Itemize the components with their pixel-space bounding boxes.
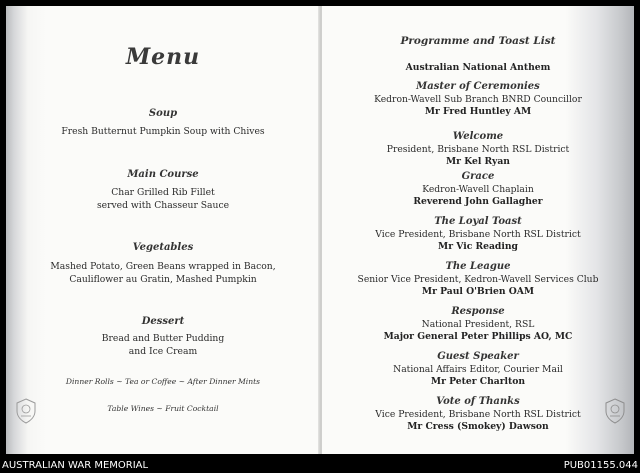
toast-role: National President, RSL bbox=[421, 319, 535, 330]
toast-role: Vice President, Brisbane North RSL District bbox=[375, 409, 581, 420]
toast-person: Mr Kel Ryan bbox=[446, 156, 510, 167]
footer-id: PUB01155.044 bbox=[563, 460, 638, 471]
toast-heading: Response bbox=[451, 306, 505, 317]
toast-heading: Welcome bbox=[452, 131, 504, 142]
toast-heading: Guest Speaker bbox=[437, 351, 519, 362]
dessert-item-1: Bread and Butter Pudding bbox=[101, 333, 225, 344]
toast-role: Vice President, Brisbane North RSL District bbox=[375, 229, 581, 240]
main-course-heading: Main Course bbox=[127, 169, 199, 180]
toast-heading: Vote of Thanks bbox=[436, 396, 520, 407]
menu-card bbox=[6, 6, 634, 454]
toast-heading: Master of Ceremonies bbox=[416, 81, 540, 92]
toast-person: Mr Cress (Smokey) Dawson bbox=[407, 421, 549, 432]
soup-item: Fresh Butternut Pumpkin Soup with Chives bbox=[61, 126, 265, 137]
dessert-item-2: and Ice Cream bbox=[128, 346, 198, 357]
programme-title: Programme and Toast List bbox=[400, 35, 556, 47]
rsl-emblem-icon bbox=[604, 398, 626, 424]
toast-person: Mr Paul O'Brien OAM bbox=[421, 286, 535, 297]
vegetables-item-1: Mashed Potato, Green Beans wrapped in Bacon, bbox=[50, 261, 276, 272]
main-course-item-1: Char Grilled Rib Fillet bbox=[111, 187, 215, 198]
toast-role: Senior Vice President, Kedron-Wavell Services Club bbox=[357, 274, 599, 285]
toast-heading: The Loyal Toast bbox=[434, 216, 522, 227]
vegetables-item-2: Cauliflower au Gratin, Mashed Pumpkin bbox=[69, 274, 257, 285]
toast-person: Mr Peter Charlton bbox=[430, 376, 526, 387]
extras-line-2: Table Wines ~ Fruit Cocktail bbox=[107, 404, 219, 413]
menu-title: Menu bbox=[125, 44, 201, 70]
programme-page bbox=[322, 6, 634, 454]
toast-role: Kedron-Wavell Chaplain bbox=[422, 184, 534, 195]
toast-role: National Affairs Editor, Courier Mail bbox=[393, 364, 563, 375]
toast-heading: The League bbox=[445, 261, 511, 272]
vegetables-heading: Vegetables bbox=[132, 242, 194, 253]
dessert-heading: Dessert bbox=[141, 316, 185, 327]
toast-heading: Grace bbox=[461, 171, 495, 182]
toast-role: Kedron-Wavell Sub Branch BNRD Councillor bbox=[374, 94, 582, 105]
toast-person: Mr Fred Huntley AM bbox=[424, 106, 532, 117]
rsl-emblem-icon bbox=[15, 398, 37, 424]
anthem-line: Australian National Anthem bbox=[405, 62, 551, 73]
toast-role: President, Brisbane North RSL District bbox=[386, 144, 570, 155]
soup-heading: Soup bbox=[148, 108, 178, 119]
menu-page bbox=[6, 6, 320, 454]
toast-person: Mr Vic Reading bbox=[438, 241, 518, 252]
footer-source: AUSTRALIAN WAR MEMORIAL bbox=[2, 460, 149, 471]
toast-person: Reverend John Gallagher bbox=[413, 196, 543, 207]
main-course-item-2: served with Chasseur Sauce bbox=[96, 200, 230, 211]
toast-person: Major General Peter Phillips AO, MC bbox=[383, 331, 573, 342]
footer-bar bbox=[0, 459, 640, 473]
extras-line-1: Dinner Rolls ~ Tea or Coffee ~ After Dinner Mints bbox=[65, 377, 261, 386]
